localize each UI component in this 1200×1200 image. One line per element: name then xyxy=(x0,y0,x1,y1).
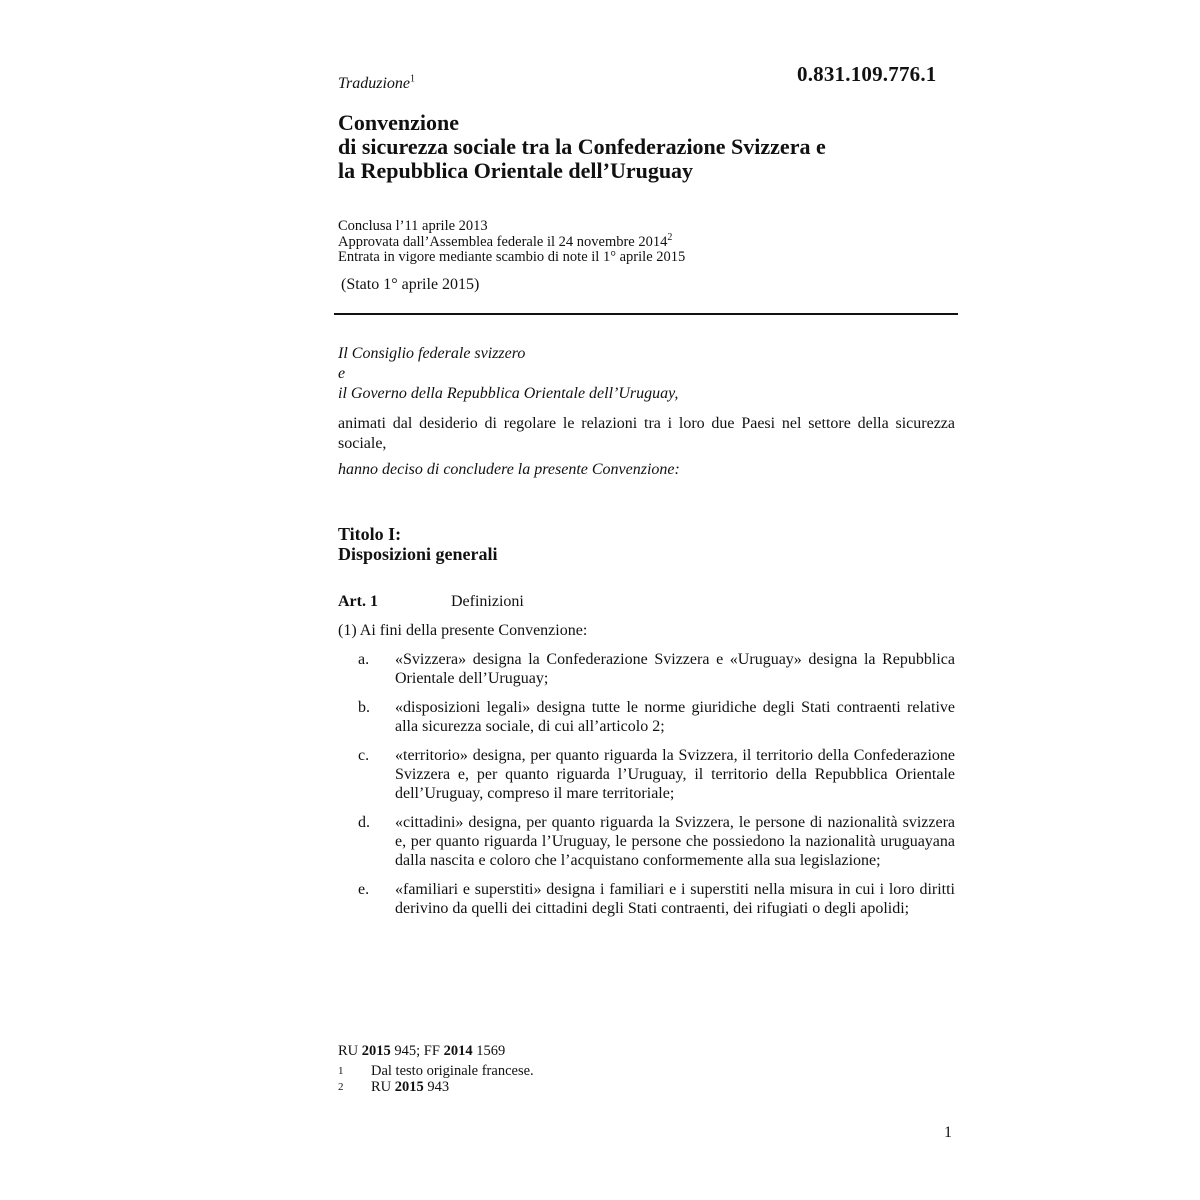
official-reference xyxy=(338,1043,505,1060)
footnote-ref-2[interactable]: 2 xyxy=(667,231,673,243)
definitions-list xyxy=(338,650,955,928)
ref-ff-year: 2014 xyxy=(443,1043,473,1059)
footnote-page: 943 xyxy=(427,1079,450,1095)
document-title xyxy=(338,111,826,183)
preamble-decision: hanno deciso di concludere la presente Convenzione: xyxy=(338,461,680,478)
preamble-motive: animati dal desiderio di regolare le relazioni tra i loro due Paesi nel settore della sicurezza sociale, xyxy=(338,415,955,452)
list-item xyxy=(338,650,955,688)
ref-ru-page: 945; FF xyxy=(394,1043,440,1059)
page-number: 1 xyxy=(944,1124,952,1141)
item-text: «disposizioni legali» designa tutte le norme giuridiche degli Stati contraenti relative alla sicurezza sociale, di cui all’articolo 2; xyxy=(395,699,955,735)
item-letter: c. xyxy=(358,747,370,764)
translation-text: Traduzione xyxy=(338,75,411,92)
article-title: Definizioni xyxy=(451,593,524,610)
concluded-date: Conclusa l’11 aprile 2013 xyxy=(338,218,488,234)
footnote-2 xyxy=(338,1080,449,1095)
footnote-ru: RU xyxy=(371,1079,392,1095)
preamble-party-1: Il Consiglio federale svizzero xyxy=(338,345,526,362)
footnote-number: 1 xyxy=(338,1065,344,1077)
title-line-2: di sicurezza sociale tra la Confederazione Svizzera e xyxy=(338,134,826,159)
title-heading xyxy=(338,524,498,564)
title-line-3: la Repubblica Orientale dell’Uruguay xyxy=(338,158,694,183)
sr-number: 0.831.109.776.1 xyxy=(797,62,937,86)
list-item xyxy=(338,813,955,870)
document-metadata xyxy=(338,219,685,266)
preamble-conjunction: e xyxy=(338,365,346,382)
item-text: «Svizzera» designa la Confederazione Svizzera e «Uruguay» designa la Repubblica Orientale dell’Uruguay; xyxy=(395,651,955,687)
ref-ff-page: 1569 xyxy=(476,1043,506,1059)
list-item xyxy=(338,746,955,803)
item-letter: e. xyxy=(358,881,370,898)
status-date: (Stato 1° aprile 2015) xyxy=(341,276,480,293)
item-text: «familiari e superstiti» designa i familiari e i superstiti nella misura in cui i loro diritti derivino da quelli dei cittadini degli Stati contraenti, dei rifugiati o degli apolidi; xyxy=(395,881,955,917)
footnote-number: 2 xyxy=(338,1081,344,1093)
header-divider xyxy=(334,313,958,315)
item-letter: a. xyxy=(358,651,370,668)
footnote-1 xyxy=(338,1064,534,1079)
title-label: Titolo I: xyxy=(338,524,402,544)
ref-ru-year: 2015 xyxy=(361,1043,391,1059)
item-letter: d. xyxy=(358,814,370,831)
footnote-text: Dal testo originale francese. xyxy=(371,1063,534,1079)
ref-ru: RU xyxy=(338,1043,359,1059)
title-line-1: Convenzione xyxy=(338,110,459,135)
translation-label xyxy=(338,75,415,93)
approved-date xyxy=(338,231,685,251)
article-paragraph: (1) Ai fini della presente Convenzione: xyxy=(338,622,588,639)
item-text: «territorio» designa, per quanto riguarda la Svizzera, il territorio della Confederazione Svizzera e, per quanto riguarda l’Uruguay, il territorio della Repubblica Orientale dell’Uruguay, compreso il mare territoriale; xyxy=(395,747,955,802)
list-item xyxy=(338,698,955,736)
preamble-party-2: il Governo della Repubblica Orientale dell’Uruguay, xyxy=(338,385,679,402)
article-number: Art. 1 xyxy=(338,593,378,610)
footnote-ref-1[interactable]: 1 xyxy=(410,73,416,85)
entry-into-force: Entrata in vigore mediante scambio di note il 1° aprile 2015 xyxy=(338,249,686,265)
approved-text: Approvata dall’Assemblea federale il 24 novembre 2014 xyxy=(338,233,668,250)
footnote-year: 2015 xyxy=(394,1079,424,1095)
title-name: Disposizioni generali xyxy=(338,544,498,564)
item-text: «cittadini» designa, per quanto riguarda la Svizzera, le persone di nazionalità svizzera e, per quanto riguarda l’Uruguay, le persone che possiedono la nazionalità uruguayana dalla nascita e coloro che l’acquistano conformemente alla sua legislazione; xyxy=(395,814,955,869)
list-item xyxy=(338,880,955,918)
item-letter: b. xyxy=(358,699,370,716)
